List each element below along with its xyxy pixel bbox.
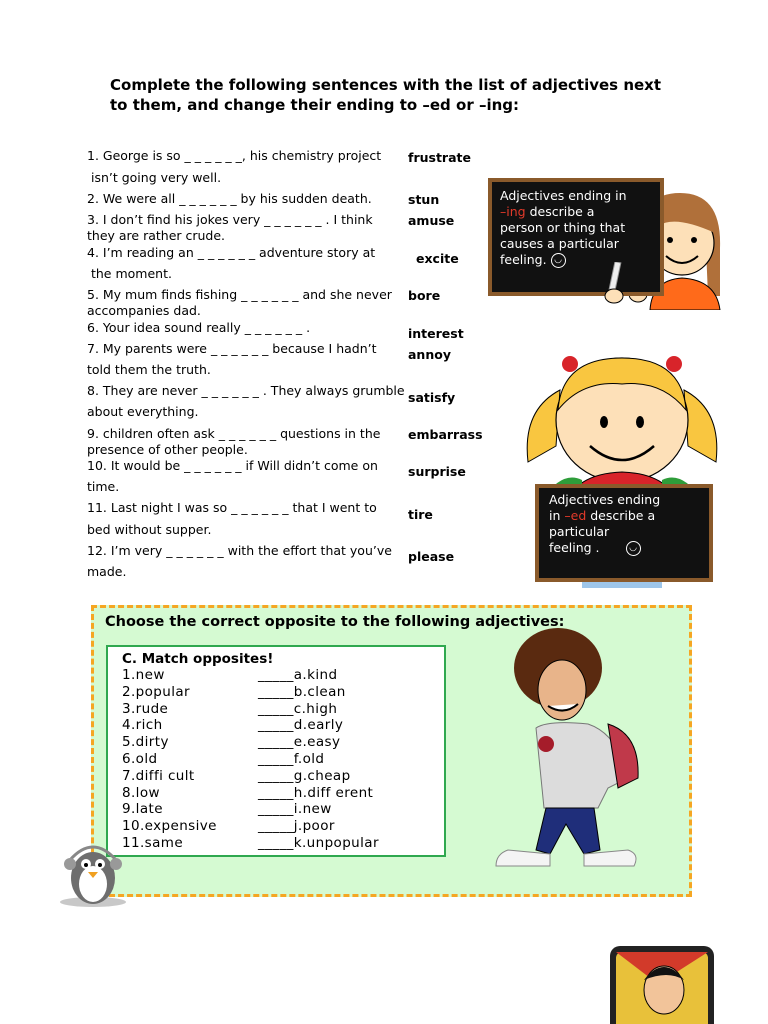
sentence-line: about everything. bbox=[87, 404, 199, 419]
smiley-icon: ◡ bbox=[626, 541, 641, 556]
sentence-line: 8. They are never _ _ _ _ _ _ . They always grumble bbox=[87, 383, 405, 398]
match-title: C. Match opposites! bbox=[122, 651, 274, 667]
board-line: Adjectives ending in bbox=[500, 188, 627, 203]
match-item-adjective: 3.rude bbox=[122, 700, 169, 717]
board-line: feeling . bbox=[549, 540, 600, 555]
board-line: Adjectives ending bbox=[549, 492, 661, 507]
exercise-instruction: Choose the correct opposite to the following adjectives: bbox=[105, 614, 565, 630]
sentence-line: bed without supper. bbox=[87, 522, 212, 537]
board-line: feeling. bbox=[500, 252, 547, 267]
match-item-adjective: 11.same bbox=[122, 835, 184, 851]
verb-hint: stun bbox=[408, 192, 440, 207]
chalkboard-ing-note bbox=[488, 178, 664, 296]
sentence-line: 5. My mum finds fishing _ _ _ _ _ _ and she never bbox=[87, 287, 392, 302]
match-item-opposite[interactable]: _____k.unpopular bbox=[258, 835, 379, 851]
match-item-opposite[interactable]: _____a.kind bbox=[258, 667, 338, 683]
match-item-adjective: 6.old bbox=[122, 751, 158, 767]
sentence-line: 3. I don’t find his jokes very _ _ _ _ _ _ . I think bbox=[87, 212, 373, 227]
chalk-icon bbox=[604, 262, 626, 304]
chalkboard-ed-note bbox=[535, 484, 713, 582]
verb-hint: interest bbox=[408, 326, 464, 341]
match-item-opposite[interactable]: _____i.new bbox=[258, 801, 332, 818]
sentence-line: 9. children often ask _ _ _ _ _ _ questions in the bbox=[87, 426, 381, 441]
phone-case-superhero-image bbox=[608, 944, 716, 1024]
sentence-line: told them the truth. bbox=[87, 362, 211, 377]
match-item-opposite[interactable]: _____c.high bbox=[258, 700, 338, 717]
sentence-line: accompanies dad. bbox=[87, 303, 201, 318]
verb-hint: tire bbox=[408, 507, 433, 522]
match-item-adjective: 2.popular bbox=[122, 683, 191, 700]
board-line: describe a bbox=[586, 508, 656, 523]
match-item-adjective: 5.dirty bbox=[122, 734, 169, 751]
board-line: causes a particular bbox=[500, 236, 619, 251]
penguin-icon bbox=[58, 840, 128, 908]
verb-hint: annoy bbox=[408, 347, 451, 362]
match-item-adjective: 8.low bbox=[122, 784, 160, 801]
board-highlight: –ed bbox=[564, 508, 587, 523]
match-item-adjective: 4.rich bbox=[122, 717, 163, 734]
sentence-line: 4. I’m reading an _ _ _ _ _ _ adventure story at bbox=[87, 245, 376, 260]
sentence-line: 2. We were all _ _ _ _ _ _ by his sudden death. bbox=[87, 191, 372, 206]
sentence-line: 1. George is so _ _ _ _ _ _, his chemistry project bbox=[87, 148, 382, 163]
sentence-line: made. bbox=[87, 564, 127, 579]
smiley-icon: ◡ bbox=[551, 253, 566, 268]
match-item-opposite[interactable]: _____f.old bbox=[258, 751, 325, 767]
board-highlight: –ing bbox=[500, 204, 526, 219]
verb-hint: amuse bbox=[408, 213, 455, 228]
match-item-opposite[interactable]: _____j.poor bbox=[258, 818, 335, 835]
match-item-adjective: 1.new bbox=[122, 667, 165, 683]
match-item-opposite[interactable]: _____d.early bbox=[258, 717, 344, 734]
verb-hint: surprise bbox=[408, 464, 466, 479]
verb-hint: excite bbox=[416, 251, 459, 266]
sentence-line: 10. It would be _ _ _ _ _ _ if Will didn’t come on bbox=[87, 458, 378, 473]
boy-caricature-illustration bbox=[488, 628, 650, 876]
match-item-adjective: 7.diffi cult bbox=[122, 767, 195, 784]
verb-hint: frustrate bbox=[408, 150, 471, 165]
match-item-opposite[interactable]: _____h.diff erent bbox=[258, 784, 374, 801]
board-line: particular bbox=[549, 524, 610, 539]
sentence-line: presence of other people. bbox=[87, 442, 248, 457]
verb-hint: embarrass bbox=[408, 427, 483, 442]
verb-hint: satisfy bbox=[408, 390, 456, 405]
verb-hint: please bbox=[408, 549, 455, 564]
sentence-line: 11. Last night I was so _ _ _ _ _ _ that I went to bbox=[87, 500, 377, 515]
sentence-line: they are rather crude. bbox=[87, 228, 226, 243]
board-line: person or thing that bbox=[500, 220, 626, 235]
page-title: Complete the following sentences with the list of adjectives next to them, and change their ending to –ed or –ing: bbox=[110, 76, 662, 114]
board-line: describe a bbox=[525, 204, 595, 219]
match-item-opposite[interactable]: _____e.easy bbox=[258, 734, 341, 751]
sentence-line: 12. I’m very _ _ _ _ _ _ with the effort that you’ve bbox=[87, 543, 392, 558]
match-item-opposite[interactable]: _____b.clean bbox=[258, 683, 346, 700]
sentence-line: isn’t going very well. bbox=[87, 170, 222, 185]
verb-hint: bore bbox=[408, 288, 441, 303]
match-item-adjective: 9.late bbox=[122, 801, 163, 818]
sentence-line: the moment. bbox=[87, 266, 172, 281]
match-item-opposite[interactable]: _____g.cheap bbox=[258, 767, 351, 784]
sentence-line: 6. Your idea sound really _ _ _ _ _ _ . bbox=[87, 320, 311, 335]
match-item-adjective: 10.expensive bbox=[122, 818, 217, 835]
board-line: in bbox=[549, 508, 565, 523]
sentence-line: 7. My parents were _ _ _ _ _ _ because I hadn’t bbox=[87, 341, 377, 356]
sentence-line: time. bbox=[87, 479, 120, 494]
